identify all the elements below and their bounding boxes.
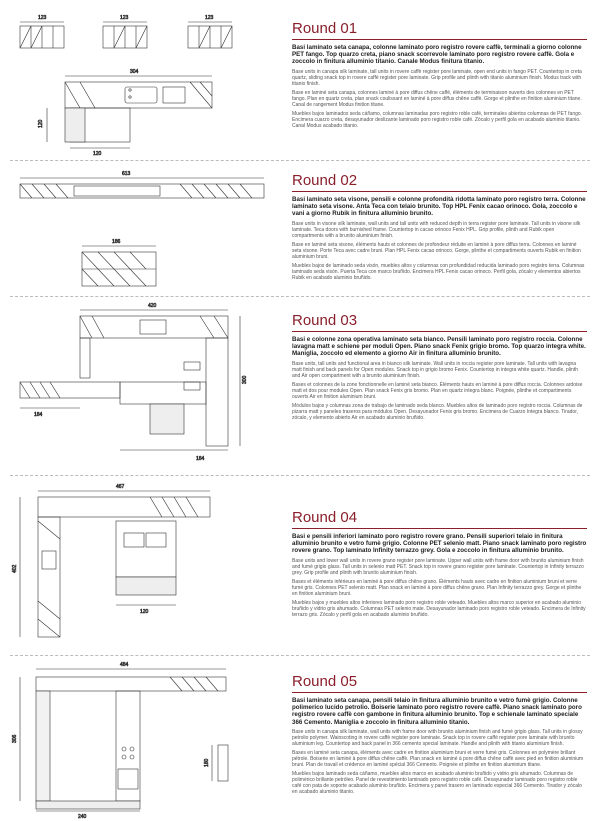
floor-plan-04 — [0, 481, 283, 649]
dimension-label: 402 — [12, 564, 18, 573]
dimension-label: 467 — [116, 484, 125, 490]
description-french: Base en laminé seta visone, éléments hauts et colonnes de profondeur réduite en laminé à pore diffus terra. Colonnes en laminé seta visone. Porte Teca avec cadre bruni. Plan HPL Fenix cacao orinoco. Gorge, plinthe et compartiments ouverts Rubik en finition aluminium bruni. — [292, 241, 581, 260]
description-spanish: Muebles bajos de laminado seda visón, muebles altos y columnas con profundidad reducida laminado poro registro terra. Columnas laminado seda visón. Puerta Teca con marco bruñido. Encimera HPL Fenix cacao orinoco. Perfil gola, zócalo y elementos abiertos Rubik en acabado aluminio bruñido. — [292, 262, 585, 281]
dimension-label: 304 — [130, 69, 139, 75]
dimension-label: 123 — [205, 15, 214, 21]
round-section-01 — [0, 0, 600, 158]
text-block-03 — [292, 312, 587, 424]
description-italian: Basi laminato seta canapa, colonne laminato poro registro rovere caffè, terminali a giorno colonne PET fango. Top quarzo creta, piano snack scorrevole laminato poro registro rovere caffè. Gola e zoccolo in finitura alluminio titanio. Canale Modus finitura titanio. — [292, 44, 582, 66]
plan-drawing-02 — [0, 166, 283, 291]
dimension-label: 240 — [78, 814, 87, 819]
description-english: Base units in canapa silk laminate, tall units in rovere caffè register pore laminate, open end units in fango PET. Countertop in creta quartz, sliding snack top in rovere caffè register pore laminate. Grip profile and plinth with titanio aluminium finish. Modus track with titanio finish. — [292, 68, 582, 87]
dimension-label: 306 — [12, 734, 18, 743]
description-italian: Basi e colonne zona operativa laminato seta bianco. Pensili laminato poro registro roccia. Colonne lavagna matt e schiene per moduli Open. Piano snack Fenix grigio bromo. Top quarzo integra white. Maniglia, zoccolo ed elemento a giorno Air in finitura alluminio brunito. — [292, 336, 586, 358]
description-spanish: Módulos bajos y columnas zona de trabajo de laminado seda blanco. Muebles altos de laminado poro registro roccia. Columnas de pizarra matt y paneles traseros para módulos Open. Desayunador Fenix gris bromo. Encimera de Cuarzo Integra blanco. Tirador, zócalo, y elemento abierto Air en acabado aluminio bruñido. — [292, 402, 583, 421]
round-section-02 — [0, 160, 600, 295]
text-block-01 — [292, 20, 587, 132]
floor-plan-03 — [0, 302, 283, 472]
round-section-03 — [0, 296, 600, 474]
round-title: Round 04 — [292, 509, 358, 526]
description-french: Base en laminé seta canapa, colonnes laminé à pore diffus chêne caffè, éléments de terminaison ouverts des colonnes en PET fango. Plan en quartz creta, plan snack coulissant en laminé à pore diffus chêne caffè. Gorge et plinthe en finition aluminium titane. Canal de rangement Modus finition titane. — [292, 89, 582, 108]
dimension-label: 180 — [204, 758, 210, 767]
description-italian: Basi laminato seta canapa, pensili telaio in finitura alluminio brunito e vetro fumè grigio. Colonne polimerico lucido petrolio. Boiserie laminato poro registro rovere caffè. Piano snack laminato poro registro rovere caffè con gambone in finitura alluminio brunito. Top e schienale laminato speciale 366 Cemento. Maniglia e zoccolo in finitura alluminio titanio. — [292, 697, 582, 726]
description-english: Base units, tall units and functional area in bianco silk laminate. Wall units in roccia register pore laminate. Tall units with lavagna matt finish and back panels for Open modules. Snack top in grigio bromo Fenix. Countertop in integra white quartz. Handle, plinth and Air open compartment with a brunito aluminium finish. — [292, 360, 578, 379]
description-italian: Basi e pensili inferiori laminato poro registro rovere grano. Pensili superiori telaio in finitura alluminio brunito e vetro fumè grigio. Colonne PET selenio matt. Piano snack laminato poro registro rovere grano. Top laminato Infinity terrazzo grey. Gola e zoccolo in finitura alluminio brunito. — [292, 533, 587, 555]
round-title: Round 02 — [292, 172, 358, 189]
dimension-label: 120 — [38, 119, 44, 128]
dimension-label: 186 — [112, 239, 121, 245]
description-english: Base units and lower wall units in rovere grano register pore laminate. Upper wall units with frame door with brunito aluminium finish and fumè grigio glass. Tall units in selenio matt PET. Snack top in rovere grano register pore laminate. Countertop in Infinity terrazzo grey. Grip profile and plinth with brunito aluminium finish. — [292, 557, 584, 576]
dimension-label: 613 — [122, 171, 131, 177]
description-french: Bases en laminé seta canapa, éléments avec cadre en finition aluminium bruni et verre fumé gris. Colonnes en polymère brillant pétrole. Boiserie en laminé à pore diffus chêne caffè. Plan snack en laminé à pore diffus chêne caffè avec pied en finition aluminium bruni. Plan de travail et crédence en laminé spécial 366 Cemento. Poignée et plinthe en finition aluminium titane. — [292, 749, 584, 768]
floor-plan-05 — [0, 659, 283, 819]
dimension-label: 300 — [242, 375, 248, 384]
round-section-04 — [0, 475, 600, 653]
description-french: Bases et éléments inférieurs en laminé à pore diffus chêne grano. Éléments hauts avec cadre en finition aluminium bruni et verre fumé gris. Colonnes PET selenio matt. Plan snack en laminé à pore diffus chêne grano. Plan Infinity terrazzo grey. Gorge et plinthe en finition aluminium bruni. — [292, 578, 582, 597]
text-block-05 — [292, 673, 587, 798]
title-rule — [292, 331, 587, 332]
dimension-label: 123 — [120, 15, 129, 21]
plan-drawing-04 — [0, 481, 283, 649]
dimension-label: 123 — [38, 15, 47, 21]
text-block-02 — [292, 172, 587, 284]
title-rule — [292, 528, 587, 529]
description-french: Bases et colonnes de la zone fonctionnelle en laminé seta bianco. Éléments hauts en laminé à pore diffus roccia. Colonnes ardoise matt et dos pour modules Open. Plan snack Fenix gris bromo. Plan en quartz integra blanc. Poignée, plinthe et compartiments ouverts Air en finition aluminium bruni. — [292, 381, 583, 400]
round-section-05 — [0, 655, 600, 821]
plan-drawing-01 — [0, 8, 283, 158]
description-spanish: Muebles bajos y muebles altos inferiores laminado poro registro roble veteado. Muebles altos marco superior en acabado aluminio bruñido y vidrio gris ahumado. Columnas PET selenio mate. Desayunador laminado poro registro roble veteado. Encimera de Infinity terrazo gris. Zócalo y perfil gola en acabado aluminio bruñido. — [292, 599, 586, 618]
title-rule — [292, 191, 587, 192]
description-english: Base units in visone silk laminate, wall units and tall units with reduced depth in terra register pore laminate. Tall units in visone silk laminate. Teca doors with burnished frame. Countertop in cacao orinoco Fenix HPL. Grip profile, plinth and Rubik open compartments with a brunito aluminium finish. — [292, 220, 581, 239]
dimension-label: 420 — [148, 303, 157, 309]
description-spanish: Muebles bajos laminado seda cáñamo, muebles altos marco en acabado aluminio bruñido y vidrio gris ahumado. Columnas de polimérico brillante petróleo. Panel de revestimiento laminado poro registro roble café. Desayunador laminado poro registro roble café con pata de soporte acabado aluminio bruñido. Encimera y panel trasero en laminado especial 366 Cemento. Tirador y zócalo en acabado aluminio titanio. — [292, 770, 582, 795]
description-italian: Basi laminato seta visone, pensili e colonne profondità ridotta laminato poro registro terra. Colonne laminato seta visone. Anta Teca con telaio brunito. Top HPL Fenix cacao orinoco. Gola, zoccolo e vani a giorno Rubik in finitura alluminio brunito. — [292, 196, 586, 218]
plan-drawing-05 — [0, 659, 283, 819]
title-rule — [292, 692, 587, 693]
dimension-label: 184 — [196, 456, 205, 462]
round-title: Round 05 — [292, 673, 358, 690]
floor-plan-01 — [0, 8, 283, 158]
text-block-04 — [292, 509, 587, 621]
title-rule — [292, 39, 587, 40]
round-title: Round 01 — [292, 20, 358, 37]
dimension-label: 120 — [140, 609, 149, 615]
floor-plan-02 — [0, 166, 283, 291]
description-english: Base units in canapa silk laminate, wall units with frame door with brunito aluminium finish and fumè grigio glass. Tall units in glossy petrolio polymer. Wainscoting in rovere caffè register pore laminate. Snack top in rovere caffè register pore laminate with brunito aluminium leg. Countertop and back panel in 366 cemento special laminate. Handle and plinth with titanio aluminium finish. — [292, 728, 583, 747]
description-spanish: Muebles bajos laminados seda cáñamo, columnas laminadas poro registro roble café, terminales abiertos columnas de PET fango. Encimera cuarzo creta, desayunador deslizante laminado poro registro roble café. Zócalo y perfil gola en acabado aluminio titanio. Canal Modus acabado titanio. — [292, 110, 583, 129]
round-title: Round 03 — [292, 312, 358, 329]
dimension-label: 484 — [120, 662, 129, 668]
dimension-label: 184 — [34, 412, 43, 418]
plan-drawing-03 — [0, 302, 283, 472]
dimension-label: 120 — [93, 151, 102, 157]
